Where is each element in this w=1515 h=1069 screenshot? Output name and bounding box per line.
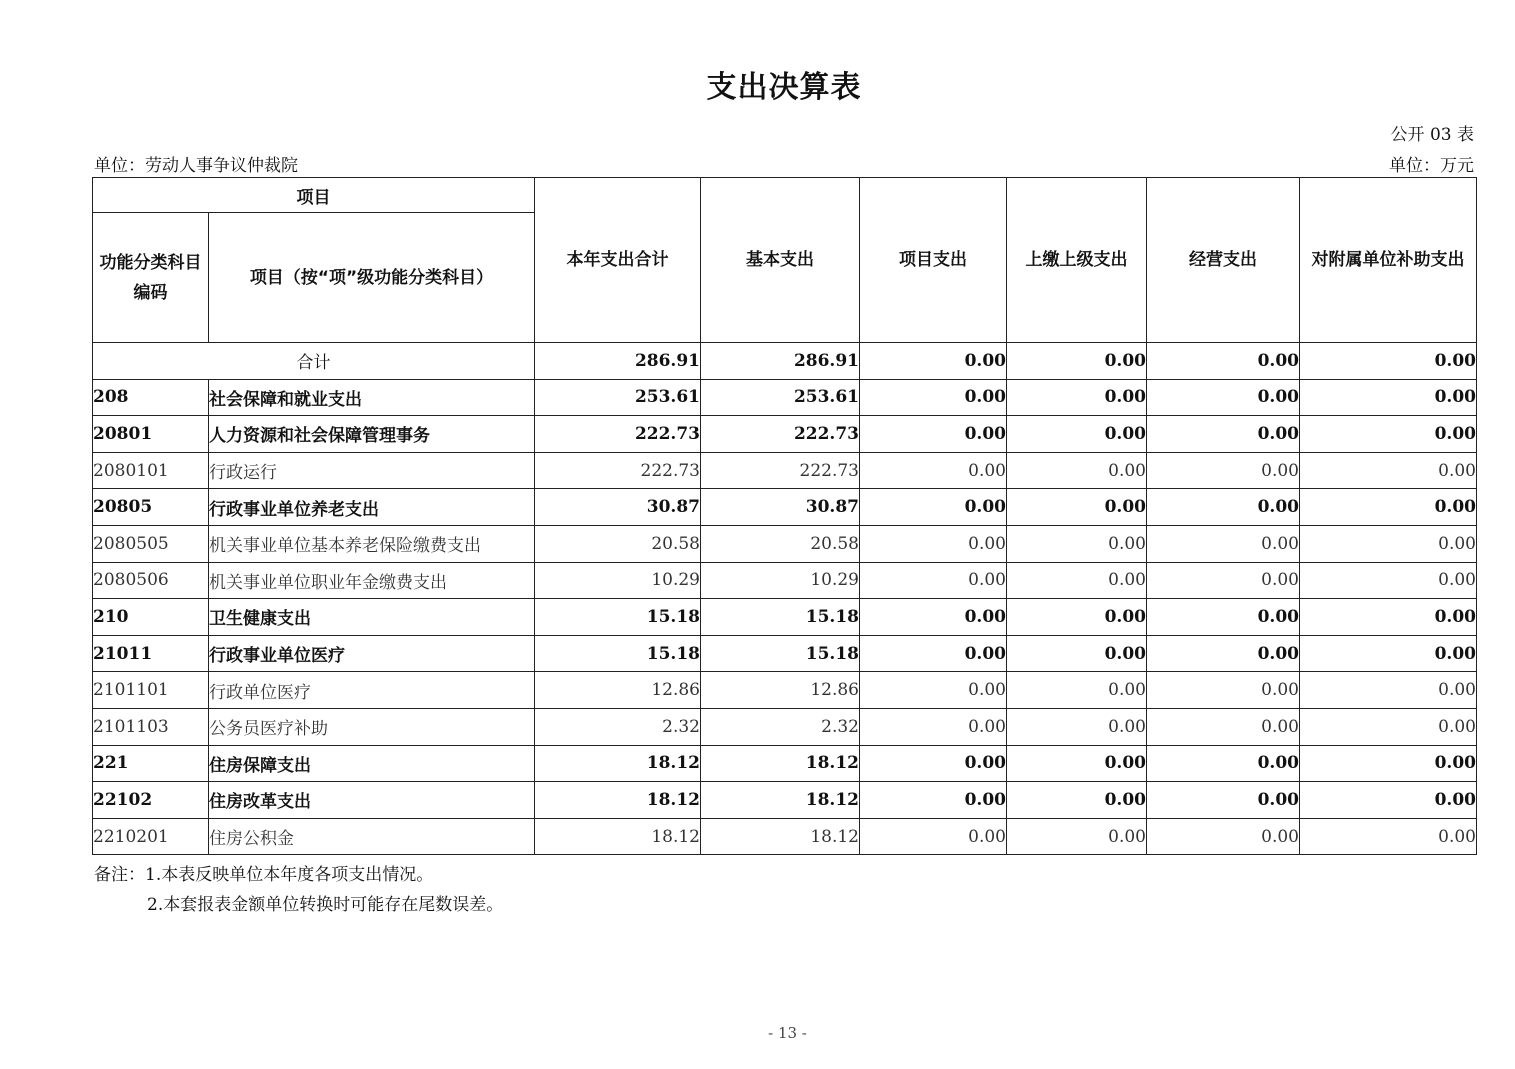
row-project-expenditure: 0.00 — [860, 416, 1007, 453]
row-basic: 18.12 — [701, 818, 860, 855]
table-row — [93, 525, 1477, 562]
row-name: 行政单位医疗 — [209, 672, 535, 709]
row-subsidy: 0.00 — [1300, 489, 1477, 526]
table-row — [93, 562, 1477, 599]
table-row — [93, 745, 1477, 782]
row-project-expenditure: 0.00 — [860, 672, 1007, 709]
row-name: 机关事业单位基本养老保险缴费支出 — [209, 525, 535, 562]
note-line-1: 备注：1.本表反映单位本年度各项支出情况。 — [94, 865, 434, 885]
header-total: 本年支出合计 — [535, 178, 701, 343]
row-subsidy: 0.00 — [1300, 452, 1477, 489]
row-code: 208 — [93, 379, 209, 416]
row-business: 0.00 — [1147, 489, 1300, 526]
table-row — [93, 379, 1477, 416]
row-project-expenditure: 0.00 — [860, 599, 1007, 636]
row-total: 18.12 — [535, 818, 701, 855]
table-row — [93, 672, 1477, 709]
row-upper: 0.00 — [1007, 452, 1147, 489]
header-project-expenditure: 项目支出 — [860, 178, 1007, 343]
row-name: 住房保障支出 — [209, 745, 535, 782]
row-name: 行政事业单位医疗 — [209, 635, 535, 672]
note-line-2: 2.本套报表金额单位转换时可能存在尾数误差。 — [147, 895, 504, 915]
row-subsidy: 0.00 — [1300, 745, 1477, 782]
basic-value: 286.91 — [701, 343, 860, 380]
row-name: 行政事业单位养老支出 — [209, 489, 535, 526]
row-business: 0.00 — [1147, 525, 1300, 562]
row-basic: 222.73 — [701, 452, 860, 489]
row-total: 253.61 — [535, 379, 701, 416]
row-business: 0.00 — [1147, 562, 1300, 599]
row-total: 18.12 — [535, 745, 701, 782]
row-total: 15.18 — [535, 635, 701, 672]
row-code: 2080505 — [93, 525, 209, 562]
notes — [94, 860, 503, 920]
row-project-expenditure: 0.00 — [860, 562, 1007, 599]
row-basic: 18.12 — [701, 782, 860, 819]
header-business: 经营支出 — [1147, 178, 1300, 343]
row-basic: 12.86 — [701, 672, 860, 709]
header-upper: 上缴上级支出 — [1007, 178, 1147, 343]
row-name: 社会保障和就业支出 — [209, 379, 535, 416]
row-name: 住房公积金 — [209, 818, 535, 855]
page-number: - 13 - — [768, 1024, 807, 1042]
row-upper: 0.00 — [1007, 525, 1147, 562]
row-upper: 0.00 — [1007, 562, 1147, 599]
row-subsidy: 0.00 — [1300, 599, 1477, 636]
row-basic: 222.73 — [701, 416, 860, 453]
row-project-expenditure: 0.00 — [860, 525, 1007, 562]
row-code: 22102 — [93, 782, 209, 819]
row-total: 20.58 — [535, 525, 701, 562]
row-upper: 0.00 — [1007, 599, 1147, 636]
row-project-expenditure: 0.00 — [860, 782, 1007, 819]
row-subsidy: 0.00 — [1300, 525, 1477, 562]
row-subsidy: 0.00 — [1300, 782, 1477, 819]
row-code: 2101101 — [93, 672, 209, 709]
row-project-expenditure: 0.00 — [860, 489, 1007, 526]
table-row — [93, 782, 1477, 819]
row-business: 0.00 — [1147, 672, 1300, 709]
row-code: 2210201 — [93, 818, 209, 855]
unit-organization: 单位：劳动人事争议仲裁院 — [94, 156, 298, 176]
page-title: 支出决算表 — [706, 70, 862, 105]
row-basic: 20.58 — [701, 525, 860, 562]
row-subsidy: 0.00 — [1300, 562, 1477, 599]
row-upper: 0.00 — [1007, 745, 1147, 782]
project-expenditure-value: 0.00 — [860, 343, 1007, 380]
table-number: 公开 03 表 — [1390, 125, 1474, 145]
row-code: 20801 — [93, 416, 209, 453]
header-name: 项目（按“项”级功能分类科目） — [209, 213, 535, 343]
row-name: 行政运行 — [209, 452, 535, 489]
row-name: 机关事业单位职业年金缴费支出 — [209, 562, 535, 599]
row-code: 210 — [93, 599, 209, 636]
row-business: 0.00 — [1147, 782, 1300, 819]
total-value: 286.91 — [535, 343, 701, 380]
row-business: 0.00 — [1147, 708, 1300, 745]
row-total: 10.29 — [535, 562, 701, 599]
row-name: 卫生健康支出 — [209, 599, 535, 636]
table-row — [93, 635, 1477, 672]
row-total: 2.32 — [535, 708, 701, 745]
row-code: 20805 — [93, 489, 209, 526]
row-total: 222.73 — [535, 452, 701, 489]
table-row — [93, 708, 1477, 745]
row-basic: 10.29 — [701, 562, 860, 599]
row-total: 30.87 — [535, 489, 701, 526]
table-row — [93, 489, 1477, 526]
row-project-expenditure: 0.00 — [860, 818, 1007, 855]
row-subsidy: 0.00 — [1300, 708, 1477, 745]
total-row — [93, 343, 1477, 380]
row-basic: 15.18 — [701, 635, 860, 672]
row-total: 15.18 — [535, 599, 701, 636]
row-basic: 2.32 — [701, 708, 860, 745]
row-code: 2080101 — [93, 452, 209, 489]
row-upper: 0.00 — [1007, 379, 1147, 416]
row-business: 0.00 — [1147, 818, 1300, 855]
table-row — [93, 599, 1477, 636]
header-basic: 基本支出 — [701, 178, 860, 343]
row-project-expenditure: 0.00 — [860, 708, 1007, 745]
table-row — [93, 416, 1477, 453]
expenditure-table — [92, 177, 1477, 855]
row-subsidy: 0.00 — [1300, 635, 1477, 672]
row-upper: 0.00 — [1007, 782, 1147, 819]
row-upper: 0.00 — [1007, 708, 1147, 745]
row-subsidy: 0.00 — [1300, 818, 1477, 855]
row-business: 0.00 — [1147, 452, 1300, 489]
subsidy-value: 0.00 — [1300, 343, 1477, 380]
row-basic: 18.12 — [701, 745, 860, 782]
row-name: 人力资源和社会保障管理事务 — [209, 416, 535, 453]
header-code: 功能分类科目编码 — [93, 213, 209, 343]
row-basic: 253.61 — [701, 379, 860, 416]
header-subsidy: 对附属单位补助支出 — [1300, 178, 1477, 343]
row-basic: 15.18 — [701, 599, 860, 636]
row-business: 0.00 — [1147, 599, 1300, 636]
table-row — [93, 452, 1477, 489]
row-subsidy: 0.00 — [1300, 672, 1477, 709]
row-name: 住房改革支出 — [209, 782, 535, 819]
row-subsidy: 0.00 — [1300, 379, 1477, 416]
row-business: 0.00 — [1147, 416, 1300, 453]
row-upper: 0.00 — [1007, 672, 1147, 709]
row-project-expenditure: 0.00 — [860, 452, 1007, 489]
row-project-expenditure: 0.00 — [860, 635, 1007, 672]
row-upper: 0.00 — [1007, 818, 1147, 855]
business-value: 0.00 — [1147, 343, 1300, 380]
row-project-expenditure: 0.00 — [860, 745, 1007, 782]
row-upper: 0.00 — [1007, 416, 1147, 453]
upper-value: 0.00 — [1007, 343, 1147, 380]
row-code: 2101103 — [93, 708, 209, 745]
table-row — [93, 818, 1477, 855]
row-upper: 0.00 — [1007, 489, 1147, 526]
row-code: 2080506 — [93, 562, 209, 599]
header-project: 项目 — [93, 178, 535, 213]
row-name: 公务员医疗补助 — [209, 708, 535, 745]
row-upper: 0.00 — [1007, 635, 1147, 672]
row-code: 221 — [93, 745, 209, 782]
row-code: 21011 — [93, 635, 209, 672]
row-business: 0.00 — [1147, 745, 1300, 782]
row-project-expenditure: 0.00 — [860, 379, 1007, 416]
total-label: 合计 — [93, 343, 535, 380]
row-business: 0.00 — [1147, 635, 1300, 672]
row-total: 18.12 — [535, 782, 701, 819]
row-business: 0.00 — [1147, 379, 1300, 416]
row-total: 222.73 — [535, 416, 701, 453]
unit-currency: 单位：万元 — [1389, 156, 1474, 176]
row-total: 12.86 — [535, 672, 701, 709]
row-basic: 30.87 — [701, 489, 860, 526]
row-subsidy: 0.00 — [1300, 416, 1477, 453]
